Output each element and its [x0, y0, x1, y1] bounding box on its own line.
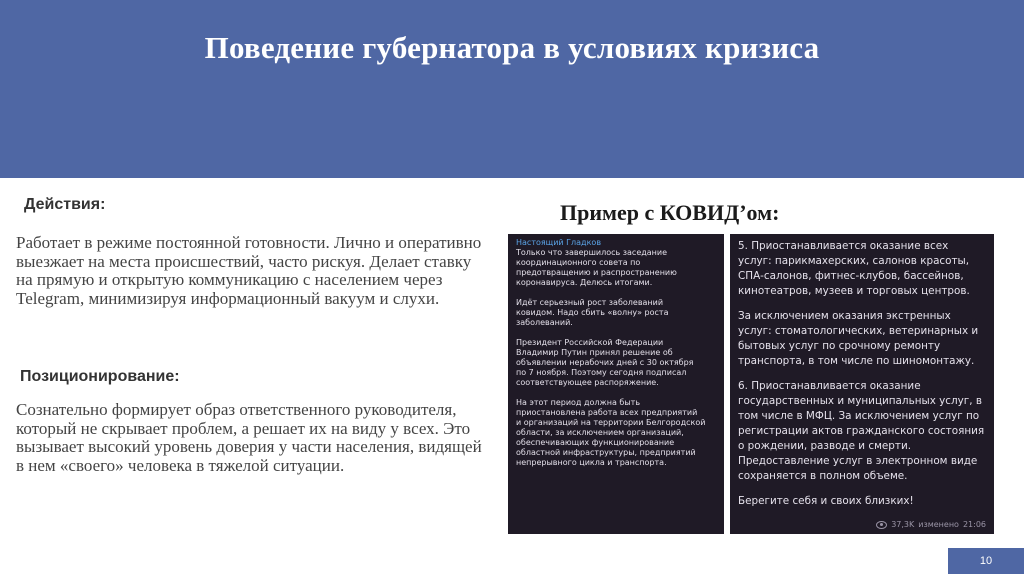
actions-text: Работает в режиме постоянной готовности. Лично и оперативно выезжает на места происшествий, часто рискуя. Делает ставку на прямую и открытую коммуникацию с населением через Telegram, минимизируя информационный вакуум и слухи.	[16, 233, 482, 308]
eye-icon	[876, 521, 887, 529]
views-count: 37,3K	[891, 520, 915, 529]
post-time: 21:06	[962, 520, 986, 529]
positioning-heading: Позиционирование:	[20, 368, 180, 385]
telegram-post-screenshot-right	[730, 234, 994, 534]
edited-label: изменено	[918, 520, 959, 529]
telegram-paragraph: На этот период должна быть приостановлена работа всех предприятий и организаций на территории Белгородской области, за исключением организаций, обеспечивающих функционирование областной инфраструктуры, предприятий непрерывного цикла и транспорта.	[516, 398, 706, 467]
telegram-paragraph: Только что завершилось заседание координационного совета по предотвращению и распространению коронавируса. Делюсь итогами.	[516, 248, 677, 287]
telegram-paragraph: За исключением оказания экстренных услуг: стоматологических, ветеринарных и бытовых услуг по срочному ремонту транспорта, в том числе по шиномонтажу.	[738, 310, 979, 367]
telegram-paragraph: 6. Приостанавливается оказание государственных и муниципальных услуг, в том числе в МФЦ. За исключением услуг по регистрации актов гражданского состояния о рождении, разводе и смерти. Предоставление услуг в электронном виде сохраняется в полном объеме.	[738, 380, 985, 482]
actions-heading: Действия:	[24, 196, 106, 213]
telegram-post-screenshot-left	[508, 234, 724, 534]
telegram-paragraph: 5. Приостанавливается оказание всех услуг: парикмахерских, салонов красоты, СПА-салонов, фитнес-клубов, бассейнов, кинотеатров, музеев и торговых центров.	[738, 240, 970, 297]
telegram-channel-name: Настоящий Гладков	[516, 238, 602, 247]
telegram-paragraph: Берегите себя и своих близких!	[738, 495, 914, 507]
telegram-post-meta	[876, 520, 986, 529]
page-number: 10	[948, 548, 1024, 574]
positioning-text: Сознательно формирует образ ответственного руководителя, который не скрывает проблем, а решает их на виду у всех. Это вызывает высокий уровень доверия у части населения, видящей в нем «своего» человека в тяжелой ситуации.	[16, 400, 482, 475]
example-heading: Пример с КОВИД’ом:	[560, 200, 780, 225]
telegram-paragraph: Президент Российской Федерации Владимир Путин принял решение об объявлении нерабочих дней с 30 октября по 7 ноября. Поэтому сегодня подписал соответствующее распоряжение.	[516, 338, 694, 387]
title-banner	[0, 0, 1024, 178]
telegram-paragraph: Идёт серьезный рост заболеваний ковидом. Надо сбить «волну» роста заболеваний.	[516, 298, 669, 327]
slide-title: Поведение губернатора в условиях кризиса	[204, 30, 820, 65]
